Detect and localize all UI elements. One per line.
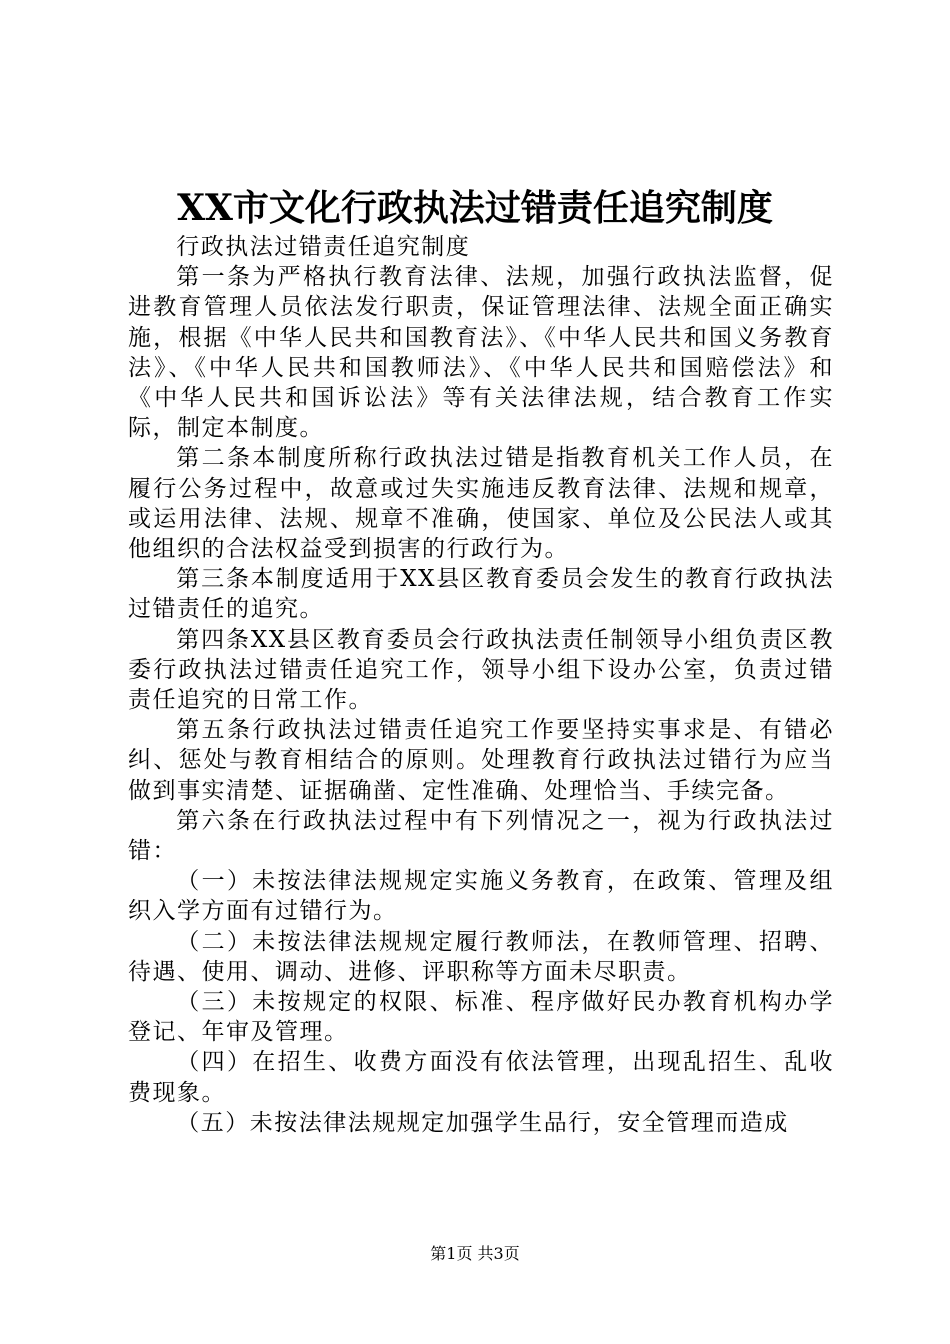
- document-body: [128, 232, 834, 1138]
- paragraph-article-5: 第五条行政执法过错责任追究工作要坚持实事求是、有错必纠、惩处与教育相结合的原则。处理教育行政执法过错行为应当做到事实清楚、证据确凿、定性准确、处理恰当、手续完备。: [128, 717, 834, 804]
- paragraph-article-2: 第二条本制度所称行政执法过错是指教育机关工作人员，在履行公务过程中，故意或过失实施违反教育法律、法规和规章，或运用法律、法规、规章不准确，使国家、单位及公民法人或其他组织的合法权益受到损害的行政行为。: [128, 445, 834, 563]
- list-item-5: （五）未按法律法规规定加强学生品行，安全管理而造成: [176, 1109, 789, 1136]
- paragraph-article-4: 第四条XX县区教育委员会行政执法责任制领导小组负责区教委行政执法过错责任追究工作，领导小组下设办公室，负责过错责任追究的日常工作。: [128, 626, 834, 714]
- paragraph-article-1: 第一条为严格执行教育法律、法规，加强行政执法监督，促进教育管理人员依法发行职责，保证管理法律、法规全面正确实施，根据《中华人民共和国教育法》、《中华人民共和国义务教育法》、《中华人民共和国教师法》、《中华人民共和国赔偿法》和《中华人民共和国诉讼法》等有关法律法规，结合教育工作实际，制定本制度。: [128, 264, 834, 442]
- list-item-2: （二）未按法律法规规定履行教师法，在教师管理、招聘、待遇、使用、调动、进修、评职称等方面未尽职责。: [128, 928, 834, 985]
- paragraph-article-6: 第六条在行政执法过程中有下列情况之一，视为行政执法过错：: [128, 807, 834, 865]
- page-footer: 第1页 共3页: [430, 1244, 520, 1263]
- list-item-4: （四）在招生、收费方面没有依法管理，出现乱招生、乱收费现象。: [128, 1049, 834, 1106]
- list-item-1: （一）未按法律法规规定实施义务教育，在政策、管理及组织入学方面有过错行为。: [128, 868, 834, 925]
- list-item-3: （三）未按规定的权限、标准、程序做好民办教育机构办学登记、年审及管理。: [128, 989, 834, 1046]
- document-title: XX市文化行政执法过错责任追究制度: [177, 187, 773, 229]
- paragraph-article-3: 第三条本制度适用于XX县区教育委员会发生的教育行政执法过错责任的追究。: [128, 566, 834, 623]
- paragraph-subtitle: 行政执法过错责任追究制度: [176, 234, 471, 260]
